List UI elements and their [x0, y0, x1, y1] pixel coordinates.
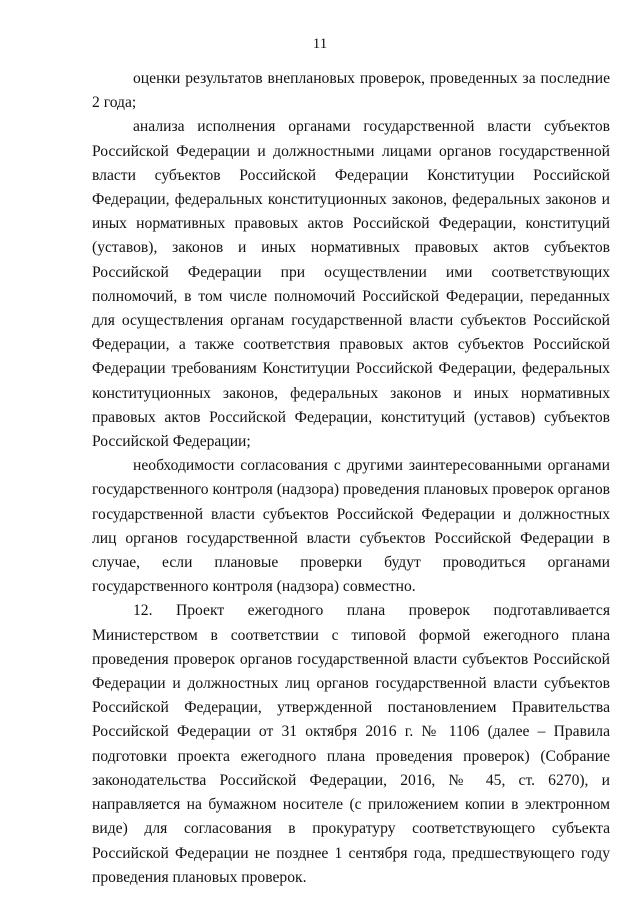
- paragraph-1: оценки результатов внеплановых проверок, проведенных за последние 2 года;: [92, 70, 610, 112]
- page-number: 11: [312, 36, 328, 52]
- document-body: [92, 67, 610, 890]
- paragraph-3: необходимости согласования с другими заинтересованными органами государственного контроля (надзора) проведения плановых проверок органов государственной власти субъектов Российской Федерации и должностных лиц органов государственной власти субъектов Российской Федерации в случае, если плановые проверки будут проводиться органами государственного контроля (надзора) совместно.: [92, 457, 610, 596]
- paragraph-2: анализа исполнения органами государственной власти субъектов Российской Федерации и должностными лицами органов государственной власти субъектов Российской Федерации Конституции Российской Федерации, федеральных конституционных законов, федеральных законов и иных нормативных правовых актов Российской Федерации, конституций (уставов), законов и иных нормативных правовых актов субъектов Российской Федерации при осуществлении ими соответствующих полномочий, в том числе полномочий Российской Федерации, переданных для осуществления органам государственной власти субъектов Российской Федерации, а также соответствия правовых актов субъектов Российской Федерации требованиям Конституции Российской Федерации, федеральных конституционных законов, федеральных законов и иных нормативных правовых актов Российской Федерации, конституций (уставов) субъектов Российской Федерации;: [92, 118, 610, 451]
- paragraph-4: 12. Проект ежегодного плана проверок подготавливается Министерством в соответствии с типовой формой ежегодного плана проведения проверок органов государственной власти субъектов Российской Федерации и должностных лиц органов государственной власти субъектов Российской Федерации, утвержденной постановлением Правительства Российской Федерации от 31 октября 2016 г. № 1106 (далее – Правила подготовки проекта ежегодного плана проведения проверок) (Собрание законодательства Российской Федерации, 2016, № 45, ст. 6270), и направляется на бумажном носителе (с приложением копии в электронном виде) для согласования в прокуратуру соответствующего субъекта Российской Федерации не позднее 1 сентября года, предшествующего году проведения плановых проверок.: [92, 602, 610, 886]
